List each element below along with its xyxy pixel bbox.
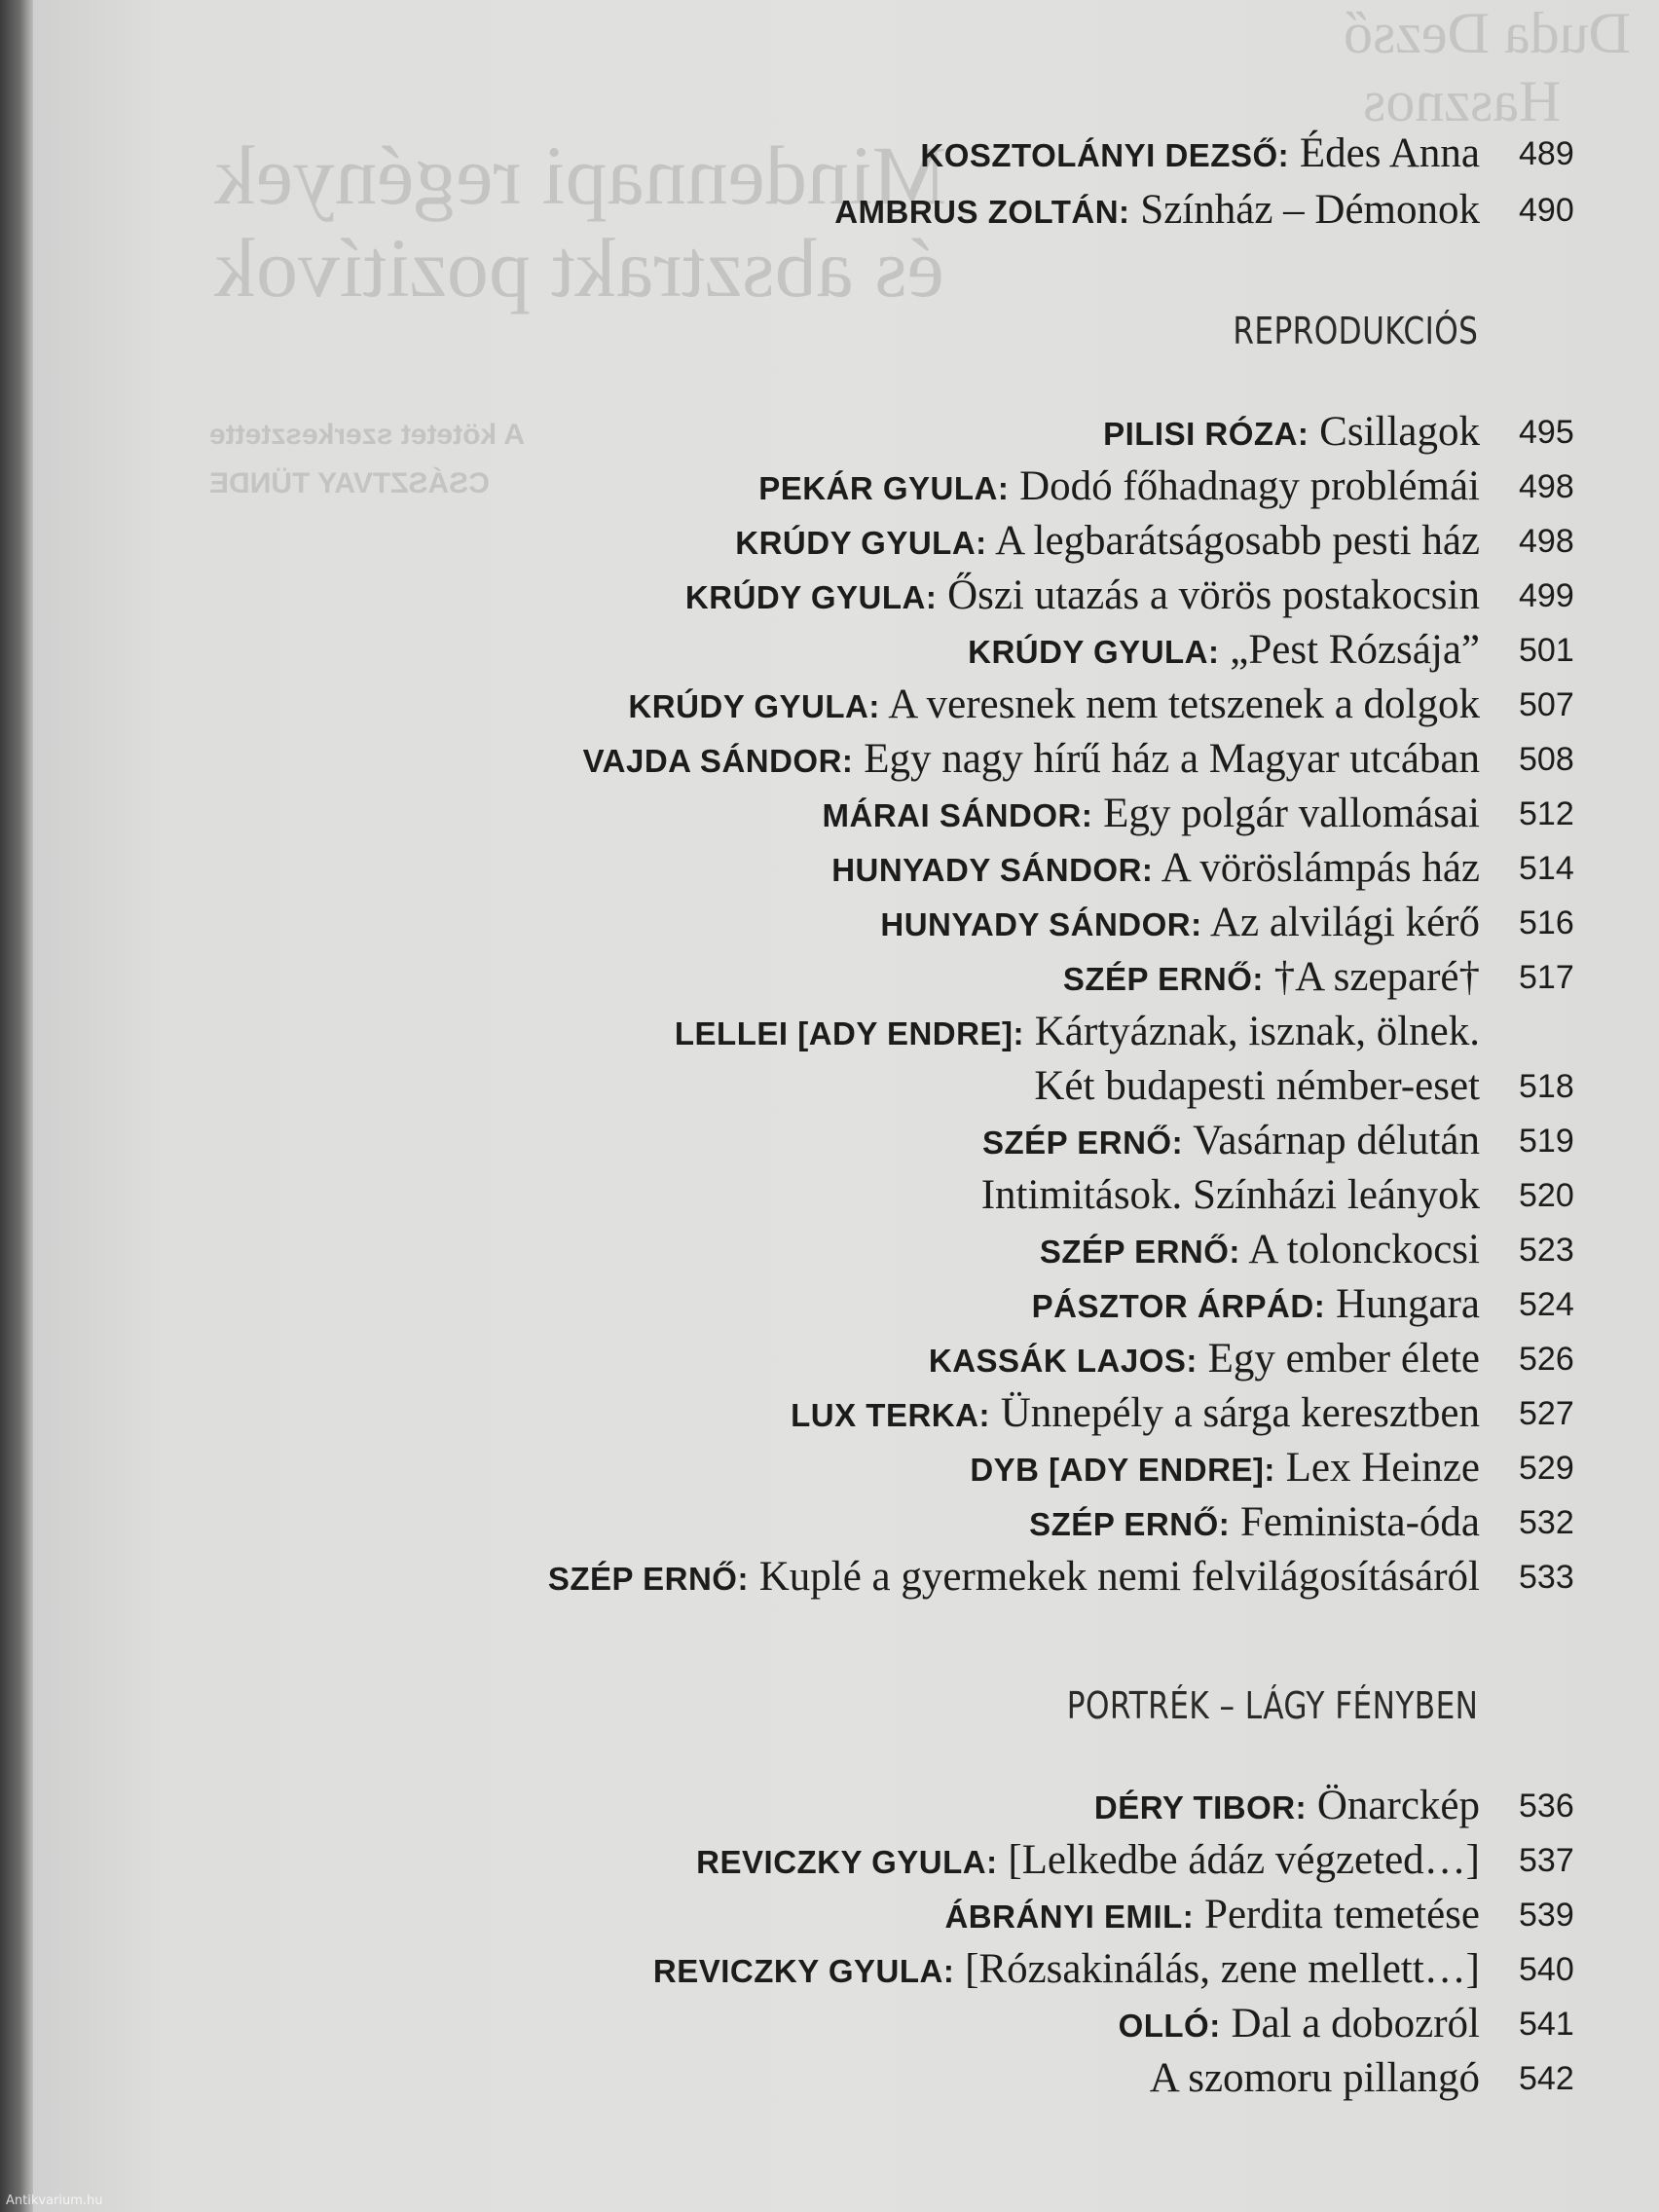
toc-entry <box>0 405 1659 460</box>
toc-page-number: 533 <box>1519 1559 1574 1596</box>
toc-title: Egy ember élete <box>1207 1336 1480 1382</box>
toc-title: Intimitások. Színházi leányok <box>980 1172 1480 1218</box>
toc-title: Hungara <box>1335 1281 1480 1327</box>
toc-page-number: 498 <box>1519 468 1574 505</box>
toc-author: SZÉP ERNŐ: <box>1062 961 1264 997</box>
toc-page-number: 532 <box>1519 1504 1574 1541</box>
toc-entry <box>0 127 1659 181</box>
toc-author: HUNYADY SÁNDOR: <box>831 852 1154 888</box>
toc-author: ÁBRÁNYI EMIL: <box>944 1899 1195 1935</box>
toc-entry <box>0 1942 1659 1997</box>
toc-page-number: 518 <box>1519 1068 1574 1105</box>
section-heading: REPRODUKCIÓS <box>1232 310 1478 352</box>
toc-entry <box>0 514 1659 569</box>
toc-title: Lex Heinze <box>1285 1445 1480 1491</box>
toc-page-number: 490 <box>1519 192 1574 229</box>
toc-author: DÉRY TIBOR: <box>1093 1789 1308 1825</box>
toc-title: Egy polgár vallomásai <box>1103 791 1480 836</box>
toc-author: PILISI RÓZA: <box>1103 416 1309 452</box>
bleed-through-text: Hasznos <box>1363 69 1562 133</box>
toc-entry <box>0 460 1659 514</box>
toc-author: LELLEI [ADY ENDRE]: <box>674 1015 1024 1051</box>
toc-entry <box>0 1779 1659 1833</box>
toc-author: HUNYADY SÁNDOR: <box>880 906 1202 942</box>
toc-entry <box>0 732 1659 787</box>
toc-entry <box>0 1550 1659 1604</box>
toc-page-number: 526 <box>1519 1341 1574 1378</box>
toc-author: SZÉP ERNŐ: <box>547 1561 749 1597</box>
toc-page-number: 489 <box>1519 135 1574 172</box>
toc-entry <box>0 1386 1659 1441</box>
toc-entry <box>0 623 1659 678</box>
toc-title: Ünnepély a sárga keresztben <box>1000 1390 1480 1436</box>
toc-entry-continuation <box>0 1059 1659 1114</box>
toc-page-number: 508 <box>1519 741 1574 778</box>
toc-page-number: 512 <box>1519 795 1574 832</box>
toc-author: KOSZTOLÁNYI DEZSŐ: <box>920 137 1290 173</box>
toc-page-number: 501 <box>1519 632 1574 669</box>
toc-page-number: 495 <box>1519 414 1574 451</box>
toc-author: PÁSZTOR ÁRPÁD: <box>1031 1288 1326 1324</box>
toc-title: Vasárnap délután <box>1193 1118 1480 1163</box>
toc-title: Őszi utazás a vörös postakocsin <box>947 572 1480 618</box>
toc-title: A vöröslámpás ház <box>1161 845 1480 891</box>
toc-author: OLLÓ: <box>1118 2008 1221 2044</box>
toc-entry <box>0 678 1659 732</box>
toc-entry <box>0 1114 1659 1168</box>
bleed-through-text: A kötetet szerkesztette <box>209 419 526 451</box>
toc-page-number: 537 <box>1519 1842 1574 1879</box>
toc-author: AMBRUS ZOLTÁN: <box>834 194 1130 230</box>
toc-author: KRÚDY GYULA: <box>628 688 880 724</box>
toc-author: REVICZKY GYULA: <box>696 1844 998 1880</box>
toc-title: Édes Anna <box>1299 130 1480 176</box>
toc-entry <box>0 1888 1659 1942</box>
toc-title: Feminista-óda <box>1239 1499 1480 1545</box>
toc-entry <box>0 1997 1659 2051</box>
toc-page-number: 529 <box>1519 1450 1574 1487</box>
toc-author: SZÉP ERNŐ: <box>1029 1506 1231 1542</box>
toc-title: [Lelkedbe ádáz végzeted…] <box>1008 1837 1480 1883</box>
toc-entry <box>0 1441 1659 1495</box>
toc-title: Kuplé a gyermekek nemi felvilágosításáról <box>758 1554 1480 1600</box>
toc-page-number: 519 <box>1519 1123 1574 1160</box>
toc-page-number: 540 <box>1519 1951 1574 1988</box>
toc-author: KRÚDY GYULA: <box>968 634 1220 670</box>
toc-entry-continuation <box>0 1168 1659 1223</box>
toc-page-number: 498 <box>1519 523 1574 560</box>
toc-page-number: 527 <box>1519 1395 1574 1432</box>
toc-title: „Pest Rózsája” <box>1230 627 1480 673</box>
toc-entry <box>0 950 1659 1005</box>
toc-page-number: 520 <box>1519 1177 1574 1214</box>
toc-entry <box>0 896 1659 950</box>
toc-entry <box>0 1495 1659 1550</box>
bleed-through-text: CSÁSZTVAY TÜNDE <box>209 467 490 499</box>
toc-entry <box>0 1332 1659 1386</box>
toc-page-number: 516 <box>1519 904 1574 941</box>
toc-author: KRÚDY GYULA: <box>735 525 987 561</box>
toc-title: [Rózsakinálás, zene mellett…] <box>965 1946 1480 1992</box>
toc-title: Dal a dobozról <box>1231 2001 1480 2046</box>
bleed-through-text: és absztrakt pozitívok <box>214 221 944 314</box>
toc-author: SZÉP ERNŐ: <box>982 1124 1184 1161</box>
toc-title: Két budapesti némber-eset <box>1034 1063 1480 1109</box>
watermark-text: Antikvarium.hu <box>6 2194 103 2208</box>
bleed-through-text: Duda Dezső <box>1344 1 1631 65</box>
toc-entry <box>0 183 1659 238</box>
toc-page-number: 536 <box>1519 1788 1574 1825</box>
toc-title: A veresnek nem tetszenek a dolgok <box>888 682 1480 727</box>
toc-page-number: 539 <box>1519 1897 1574 1934</box>
toc-title: A szomoru pillangó <box>1149 2055 1480 2101</box>
toc-entry <box>0 1277 1659 1332</box>
toc-entry <box>0 841 1659 896</box>
toc-page-number: 541 <box>1519 2006 1574 2043</box>
toc-entry <box>0 569 1659 623</box>
toc-title: Kártyáznak, isznak, ölnek. <box>1034 1009 1480 1054</box>
toc-page-number: 542 <box>1519 2060 1574 2097</box>
toc-title: †A szeparé† <box>1273 954 1480 1000</box>
toc-title: A legbarátságosabb pesti ház <box>995 518 1480 564</box>
toc-page-number: 507 <box>1519 686 1574 723</box>
toc-title: Egy nagy hírű ház a Magyar utcában <box>864 736 1480 782</box>
toc-author: KRÚDY GYULA: <box>684 579 938 615</box>
toc-author: KASSÁK LAJOS: <box>928 1343 1198 1379</box>
toc-entry <box>0 1223 1659 1277</box>
toc-title: Színház – Démonok <box>1140 187 1480 233</box>
toc-author: DYB [ADY ENDRE]: <box>970 1452 1275 1488</box>
toc-author: VAJDA SÁNDOR: <box>582 743 854 779</box>
toc-entry <box>0 1833 1659 1888</box>
toc-author: MÁRAI SÁNDOR: <box>822 797 1093 833</box>
toc-entry-continuation <box>0 2051 1659 2106</box>
toc-title: Perdita temetése <box>1204 1892 1480 1937</box>
toc-title: A tolonckocsi <box>1248 1227 1480 1272</box>
toc-page-number: 499 <box>1519 577 1574 614</box>
section-heading: PORTRÉK – LÁGY FÉNYBEN <box>1066 1684 1478 1727</box>
toc-author: REVICZKY GYULA: <box>652 1953 955 1989</box>
toc-author: PEKÁR GYULA: <box>758 470 1010 506</box>
toc-page-number: 524 <box>1519 1286 1574 1323</box>
toc-title: Csillagok <box>1319 409 1480 455</box>
toc-entry <box>0 1005 1659 1059</box>
toc-title: Az alvilági kérő <box>1209 900 1480 945</box>
toc-author: LUX TERKA: <box>791 1397 990 1433</box>
toc-title: Önarckép <box>1316 1783 1480 1828</box>
toc-page-number: 514 <box>1519 850 1574 887</box>
toc-entry <box>0 787 1659 841</box>
bleed-through-text: Mindennapi regények <box>214 129 947 222</box>
toc-author: SZÉP ERNŐ: <box>1039 1234 1240 1270</box>
toc-page-number: 523 <box>1519 1232 1574 1269</box>
toc-title: Dodó főhadnagy problémái <box>1019 463 1480 509</box>
toc-page-number: 517 <box>1519 959 1574 996</box>
